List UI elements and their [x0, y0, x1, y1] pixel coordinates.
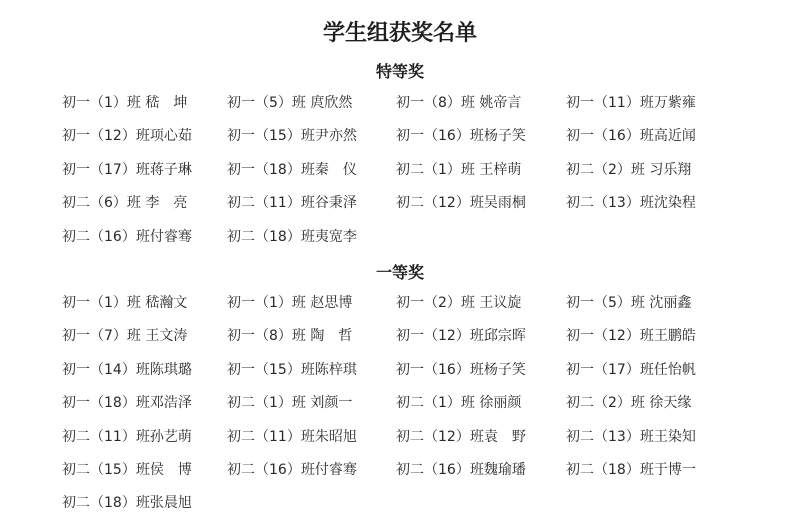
- winner-entry: 初二（2）班 徐天缘: [566, 395, 692, 412]
- winner-entry: 初一（1）班 嵇 坤: [62, 95, 188, 111]
- winner-entry: 初二（18）班夷宽李: [227, 228, 357, 245]
- winner-entry: 初二（11）班朱昭旭: [227, 428, 357, 445]
- winner-entry: 初一（2）班 王议旋: [396, 295, 522, 311]
- winner-entry: 初二（11）班孙艺萌: [62, 428, 192, 445]
- special-prize-list: [62, 93, 736, 260]
- winner-entry: 初二（16）班付睿骞: [62, 228, 192, 245]
- winner-entry: 初一（16）班杨子笑: [396, 128, 526, 145]
- winner-entry: 初二（1）班 徐丽颜: [396, 395, 522, 412]
- winner-entry: 初二（11）班谷秉泽: [227, 195, 357, 212]
- winner-entry: 初二（13）班沈染程: [566, 195, 696, 212]
- winner-entry: 初二（1）班 王梓萌: [396, 161, 522, 178]
- winner-entry: 初一（12）班邱宗晖: [396, 328, 526, 345]
- winner-entry: 初一（15）班陈梓琪: [227, 361, 357, 378]
- winner-entry: 初一（1）班 赵思博: [227, 295, 353, 311]
- page-title: 学生组获奖名单: [322, 21, 477, 46]
- winner-entry: 初二（12）班袁 野: [396, 428, 526, 445]
- section-heading-special: 特等奖: [375, 62, 424, 81]
- winner-entry: 初一（16）班杨子笑: [396, 361, 526, 378]
- winner-entry: 初一（18）班秦 仪: [227, 161, 357, 178]
- winner-entry: 初二（2）班 习乐翔: [566, 161, 692, 178]
- winner-entry: 初二（16）班付睿骞: [227, 461, 357, 478]
- winner-entry: 初一（8）班 陶 哲: [227, 328, 353, 345]
- section-heading-first: 一等奖: [375, 263, 424, 282]
- winner-entry: 初二（16）班魏瑜璠: [396, 461, 526, 478]
- winner-entry: 初一（5）班 庹欣然: [227, 95, 353, 111]
- winner-entry: 初一（14）班陈琪璐: [62, 361, 192, 378]
- winner-entry: 初一（16）班高近闻: [566, 128, 696, 145]
- winner-entry: 初一（17）班蒋子琳: [62, 161, 192, 178]
- first-prize-list: [62, 293, 736, 527]
- winner-entry: 初二（12）班吴雨桐: [396, 195, 526, 212]
- winner-entry: 初一（11）班万紫雍: [566, 95, 696, 111]
- winner-entry: 初二（18）班张晨旭: [62, 495, 192, 512]
- winner-entry: 初二（6）班 李 亮: [62, 195, 188, 212]
- winner-entry: 初一（1）班 嵇瀚文: [62, 295, 188, 311]
- winner-entry: 初二（15）班侯 博: [62, 461, 192, 478]
- winner-entry: 初一（5）班 沈丽鑫: [566, 295, 692, 311]
- winner-entry: 初一（12）班项心茹: [62, 128, 192, 145]
- winner-entry: 初一（12）班王鹏皓: [566, 328, 696, 345]
- winner-entry: 初一（18）班邓浩泽: [62, 395, 192, 412]
- winner-entry: 初一（8）班 姚帝言: [396, 95, 522, 111]
- winner-entry: 初一（15）班尹亦然: [227, 128, 357, 145]
- winner-entry: 初二（18）班于博一: [566, 461, 696, 478]
- winner-entry: 初一（17）班任怡帆: [566, 361, 696, 378]
- winner-entry: 初二（1）班 刘颜一: [227, 395, 353, 412]
- winner-entry: 初二（13）班王染知: [566, 428, 696, 445]
- winner-entry: 初一（7）班 王文涛: [62, 328, 188, 345]
